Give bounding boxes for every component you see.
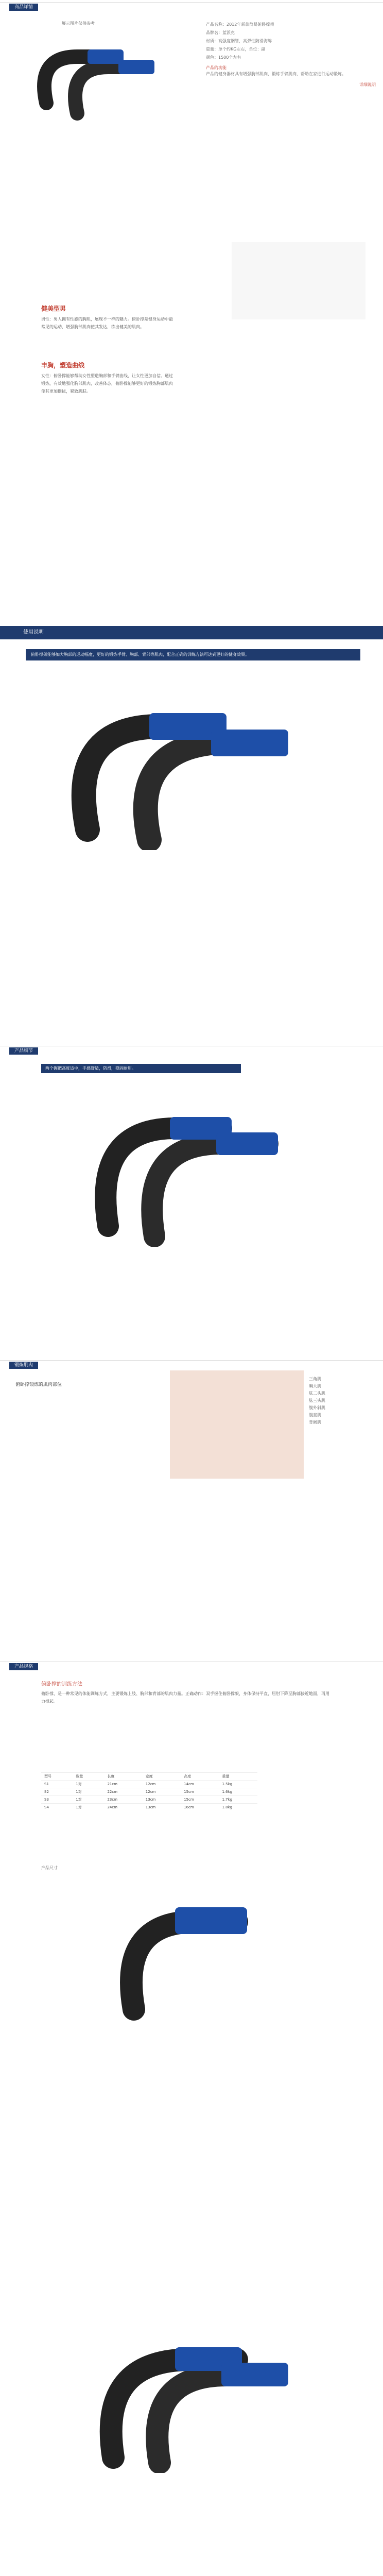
usage-title: 俯卧撑的训练方法 xyxy=(41,1682,82,1687)
table-row xyxy=(41,1796,257,1804)
table-cell: 23cm xyxy=(104,1796,142,1804)
s1-text: 男性：男人拥有性感的胸肌，展现不一样的魅力。俯卧撑是健身运动中最常见的运动，增强胸部肌肉使其发达，练出健美的肌肉。 xyxy=(41,317,173,329)
table-header-cell: 重量 xyxy=(219,1773,257,1781)
header-tag: 商品详情 xyxy=(9,4,38,11)
table-cell: 1.6kg xyxy=(219,1788,257,1796)
features-text: 产品的健身器材具有增强胸部肌肉，锻炼手臂肌肉，帮助在家进行运动锻炼。 xyxy=(206,72,346,76)
table-cell: 14cm xyxy=(181,1781,219,1788)
table-row xyxy=(41,1781,257,1788)
table-cell: S1 xyxy=(41,1781,73,1788)
table-cell: 15cm xyxy=(181,1796,219,1804)
muscle-label: 胸大肌 xyxy=(309,1384,321,1388)
fitness-photo xyxy=(232,242,365,319)
muscle-label: 腹直肌 xyxy=(309,1413,321,1417)
product-info xyxy=(206,21,376,88)
table-cell: 1.8kg xyxy=(219,1804,257,1811)
table-cell: S4 xyxy=(41,1804,73,1811)
hero-product-image xyxy=(15,26,190,129)
product-title: 产品名称：2012年新款简易俯卧撑架 xyxy=(206,22,274,27)
product-weight: 重量：单个约KG左右，单位：副 xyxy=(206,47,266,52)
banner-usage xyxy=(0,626,383,639)
muscle-title: 俯卧撑锻炼的肌肉部位 xyxy=(15,1382,62,1387)
muscle-bar xyxy=(0,1360,383,1370)
detail-bar-text: 两个握把高度适中，手感舒适，防滑，稳固耐用。 xyxy=(41,1064,241,1073)
header-caption: 展示图片仅供参考 xyxy=(62,21,95,26)
features-title: 产品的功能 xyxy=(206,65,227,70)
table-cell: 15cm xyxy=(181,1788,219,1796)
table-header-cell: 数量 xyxy=(73,1773,104,1781)
table-cell: 1.5kg xyxy=(219,1781,257,1788)
table-cell: 13cm xyxy=(143,1796,181,1804)
table-header-cell: 宽度 xyxy=(143,1773,181,1781)
spec-bar-tag: 产品规格 xyxy=(9,1663,38,1670)
table-cell: 16cm xyxy=(181,1804,219,1811)
banner-usage-text: 俯卧撑架能够加大胸部的运动幅度，更好的锻炼手臂、胸部、背部等肌肉，配合正确的训练方法可达到更好的健身效果。 xyxy=(26,649,360,660)
s2-text: 女性：俯卧撑能够帮助女性塑造胸部和手臂曲线，让女性更加自信。通过锻炼，有效地强化胸部肌肉，改善体态，俯卧撑能够更好的锻炼胸部肌肉使其更加挺拔，紧致肌肤。 xyxy=(41,374,173,394)
muscle-label: 背阔肌 xyxy=(309,1420,321,1425)
detail-bar-tag: 产品细节 xyxy=(9,1047,38,1055)
usage-text: 俯卧撑，是一种常见的体能训练方式，主要锻炼上肢、胸部和背部的肌肉力量。正确动作：双手握住俯卧撑架，身体保持平直，屈肘下降至胸部接近地面，再用力撑起。 xyxy=(41,1691,329,1704)
muscle-labels xyxy=(309,1376,325,1426)
spec-bar xyxy=(0,1662,383,1671)
table-cell: 1对 xyxy=(73,1781,104,1788)
spec-table xyxy=(41,1772,257,1811)
table-cell: S2 xyxy=(41,1788,73,1796)
table-cell: 1对 xyxy=(73,1788,104,1796)
table-cell: 13cm xyxy=(143,1804,181,1811)
s2-title: 丰胸，塑造曲线 xyxy=(41,362,85,369)
table-cell: S3 xyxy=(41,1796,73,1804)
table-header-row xyxy=(41,1773,257,1781)
table-cell: 1对 xyxy=(73,1796,104,1804)
table-cell: 12cm xyxy=(143,1788,181,1796)
table-cell: 1对 xyxy=(73,1804,104,1811)
muscle-bar-tag: 锻炼肌肉 xyxy=(9,1362,38,1369)
table-cell: 24cm xyxy=(104,1804,142,1811)
table-row xyxy=(41,1804,257,1811)
muscle-label: 肱二头肌 xyxy=(309,1391,325,1396)
detail-bar xyxy=(0,1046,383,1056)
detail-product-image xyxy=(72,1092,309,1247)
table-header-cell: 高度 xyxy=(181,1773,219,1781)
table-header-cell: 长度 xyxy=(104,1773,142,1781)
table-cell: 12cm xyxy=(143,1781,181,1788)
muscle-label: 肱三头肌 xyxy=(309,1398,325,1403)
product-color: 颜色：1500个左右 xyxy=(206,55,241,60)
detail-link[interactable]: 详细说明 xyxy=(359,82,376,87)
banner-usage-title: 使用说明 xyxy=(23,630,44,635)
product-material: 材质：高强度钢管，高弹性防滑海绵 xyxy=(206,39,272,43)
size-product-image xyxy=(72,1880,314,2025)
header-bar xyxy=(0,2,383,12)
table-cell: 21cm xyxy=(104,1781,142,1788)
product-angle-image xyxy=(67,2318,314,2473)
table-cell: 1.7kg xyxy=(219,1796,257,1804)
table-header-cell: 型号 xyxy=(41,1773,73,1781)
large-product-image xyxy=(46,685,335,850)
table-row xyxy=(41,1788,257,1796)
size-tag: 产品尺寸 xyxy=(41,1866,58,1870)
muscle-diagram xyxy=(170,1370,304,1479)
product-brand: 品牌名：蓝派克 xyxy=(206,30,235,35)
s1-title: 健美型男 xyxy=(41,305,66,312)
muscle-label: 三角肌 xyxy=(309,1377,321,1381)
table-cell: 22cm xyxy=(104,1788,142,1796)
muscle-label: 腹外斜肌 xyxy=(309,1405,325,1410)
